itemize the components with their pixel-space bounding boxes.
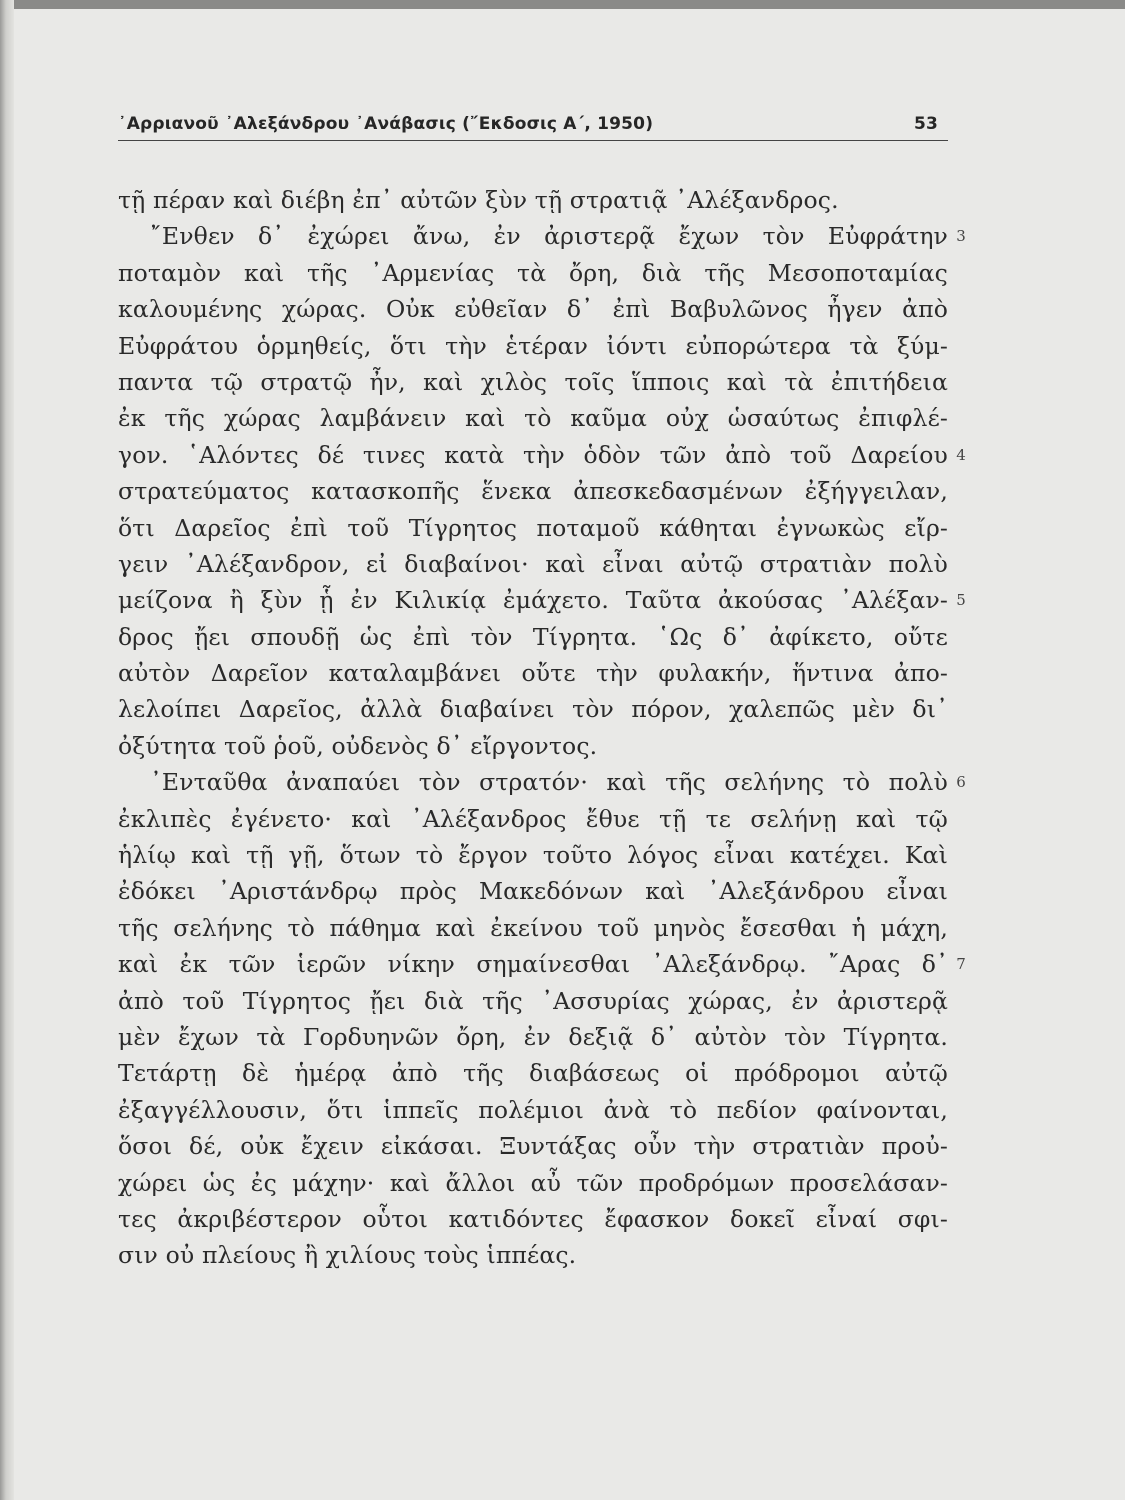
text-line-content: λελοίπει Δαρεῖος, ἀλλὰ διαβαίνει τὸν πόρον, χαλεπῶς μὲν δι᾿ xyxy=(118,695,948,724)
text-line xyxy=(118,328,948,364)
text-line xyxy=(118,728,948,764)
section-marker: 3 xyxy=(956,227,966,246)
text-line-content: ἐδόκει ᾿Αριστάνδρῳ πρὸς Μακεδόνων καὶ ᾿Αλεξάνδρου εἶναι xyxy=(118,877,948,906)
text-line-content: σιν οὐ πλείους ἢ χιλίους τοὺς ἱππέας. xyxy=(118,1241,577,1270)
text-line-content: δρος ᾔει σπουδῇ ὡς ἐπὶ τὸν Τίγρητα. ῾Ως δ᾿ ἀφίκετο, οὔτε xyxy=(118,622,948,651)
text-line xyxy=(118,182,948,218)
section-marker: 5 xyxy=(956,591,966,610)
text-line xyxy=(118,691,948,727)
running-head-rule xyxy=(118,140,948,141)
text-line xyxy=(118,1019,948,1055)
text-line xyxy=(118,364,948,400)
text-line-content: ὅσοι δέ, οὐκ ἔχειν εἰκάσαι. Ξυντάξας οὖν τὴν στρατιὰν προὐ- xyxy=(118,1132,948,1161)
text-line xyxy=(118,655,948,691)
text-line xyxy=(118,1201,948,1237)
text-line-content: ὀξύτητα τοῦ ῥοῦ, οὐδενὸς δ᾿ εἴργοντος. xyxy=(118,731,598,760)
text-line-content: τῇ πέραν καὶ διέβη ἐπ᾿ αὐτῶν ξὺν τῇ στρατιᾷ ᾿Αλέξανδρος. xyxy=(118,186,839,214)
text-line xyxy=(118,582,966,618)
section-marker: 4 xyxy=(956,445,966,464)
text-line xyxy=(118,400,948,436)
text-line-content: καλουμένης χώρας. Οὐκ εὐθεῖαν δ᾿ ἐπὶ Βαβυλῶνος ἦγεν ἀπὸ xyxy=(118,295,948,324)
page-number: 53 xyxy=(913,114,938,134)
text-line xyxy=(118,910,948,946)
text-line xyxy=(118,1237,948,1273)
text-line xyxy=(118,873,948,909)
text-line-content: χώρει ὡς ἐς μάχην· καὶ ἄλλοι αὖ τῶν προδρόμων προσελάσαν- xyxy=(118,1168,948,1197)
text-line-content: ἡλίῳ καὶ τῇ γῇ, ὅτων τὸ ἔργον τοῦτο λόγος εἶναι κατέχει. Καὶ xyxy=(118,841,948,870)
text-line xyxy=(118,764,966,800)
scan-left-edge xyxy=(0,0,14,1500)
text-line xyxy=(118,510,948,546)
text-line xyxy=(118,946,966,982)
text-line-content: γον. ῾Αλόντες δέ τινες κατὰ τὴν ὁδὸν τῶν ἀπὸ τοῦ Δαρείου xyxy=(118,440,948,469)
text-line-content: αὐτὸν Δαρεῖον καταλαμβάνει οὔτε τὴν φυλακήν, ἥντινα ἀπο- xyxy=(118,659,948,688)
text-line-content: στρατεύματος κατασκοπῆς ἕνεκα ἀπεσκεδασμένων ἐξήγγειλαν, xyxy=(118,477,948,506)
text-line-content: παντα τῷ στρατῷ ἦν, καὶ χιλὸς τοῖς ἵπποις καὶ τὰ ἐπιτήδεια xyxy=(118,367,948,396)
running-head xyxy=(118,110,948,140)
text-line-content: ὅτι Δαρεῖος ἐπὶ τοῦ Τίγρητος ποταμοῦ κάθηται ἐγνωκὼς εἴρ- xyxy=(118,513,948,542)
text-line-content: ἀπὸ τοῦ Τίγρητος ᾔει διὰ τῆς ᾿Ασσυρίας χώρας, ἐν ἀριστερᾷ xyxy=(118,986,948,1015)
section-marker: 6 xyxy=(956,773,966,792)
text-line xyxy=(118,801,948,837)
text-line-content: ποταμὸν καὶ τῆς ᾿Αρμενίας τὰ ὄρη, διὰ τῆς Μεσοποταμίας xyxy=(118,258,948,287)
text-line xyxy=(118,983,948,1019)
text-line-content: τῆς σελήνης τὸ πάθημα καὶ ἐκείνου τοῦ μηνὸς ἔσεσθαι ἡ μάχη, xyxy=(118,913,948,942)
text-line-content: ἐκλιπὲς ἐγένετο· καὶ ᾿Αλέξανδρος ἔθυε τῇ τε σελήνῃ καὶ τῷ xyxy=(118,804,948,833)
text-line xyxy=(118,1092,948,1128)
text-line-content: ἐξαγγέλλουσιν, ὅτι ἱππεῖς πολέμιοι ἀνὰ τὸ πεδίον φαίνονται, xyxy=(118,1095,948,1124)
text-line xyxy=(118,255,948,291)
text-line xyxy=(118,473,948,509)
text-line-content: καὶ ἐκ τῶν ἱερῶν νίκην σημαίνεσθαι ᾿Αλεξάνδρῳ. ῎Αρας δ᾿ xyxy=(118,950,948,979)
book-page xyxy=(118,110,966,1274)
text-line xyxy=(118,291,948,327)
text-line xyxy=(118,218,966,254)
scan-top-band xyxy=(0,0,1125,9)
text-line xyxy=(118,1165,948,1201)
text-line-content: ᾿Ενταῦθα ἀναπαύει τὸν στρατόν· καὶ τῆς σελήνης τὸ πολὺ xyxy=(150,768,948,797)
text-line-content: μείζονα ἢ ξὺν ᾗ ἐν Κιλικίᾳ ἐμάχετο. Ταῦτα ἀκούσας ᾿Αλέξαν- xyxy=(118,586,948,615)
text-line xyxy=(118,619,948,655)
text-line-content: μὲν ἔχων τὰ Γορδυηνῶν ὄρη, ἐν δεξιᾷ δ᾿ αὐτὸν τὸν Τίγρητα. xyxy=(118,1022,948,1051)
section-marker: 7 xyxy=(956,955,966,974)
text-line xyxy=(118,837,948,873)
text-line xyxy=(118,437,966,473)
running-head-title: ᾿Αρριανοῦ ᾿Αλεξάνδρου ᾿Ανάβασις (῎Εκδοσις Α΄, 1950) xyxy=(118,114,654,134)
text-line xyxy=(118,546,948,582)
text-line-content: ἐκ τῆς χώρας λαμβάνειν καὶ τὸ καῦμα οὐχ ὡσαύτως ἐπιφλέ- xyxy=(118,404,948,433)
text-line xyxy=(118,1055,948,1091)
text-line-content: Εὐφράτου ὁρμηθείς, ὅτι τὴν ἑτέραν ἰόντι εὐπορώτερα τὰ ξύμ- xyxy=(118,331,948,360)
text-line-content: ῎Ενθεν δ᾿ ἐχώρει ἄνω, ἐν ἀριστερᾷ ἔχων τὸν Εὐφράτην xyxy=(150,222,948,251)
text-line-content: Τετάρτῃ δὲ ἡμέρᾳ ἀπὸ τῆς διαβάσεως οἱ πρόδρομοι αὐτῷ xyxy=(118,1059,948,1088)
text-line-content: τες ἀκριβέστερον οὗτοι κατιδόντες ἔφασκον δοκεῖ εἶναί σφι- xyxy=(118,1204,948,1233)
text-line xyxy=(118,1128,948,1164)
text-line-content: γειν ᾿Αλέξανδρον, εἰ διαβαίνοι· καὶ εἶναι αὐτῷ στρατιὰν πολὺ xyxy=(118,549,948,578)
body-text xyxy=(118,182,966,1274)
